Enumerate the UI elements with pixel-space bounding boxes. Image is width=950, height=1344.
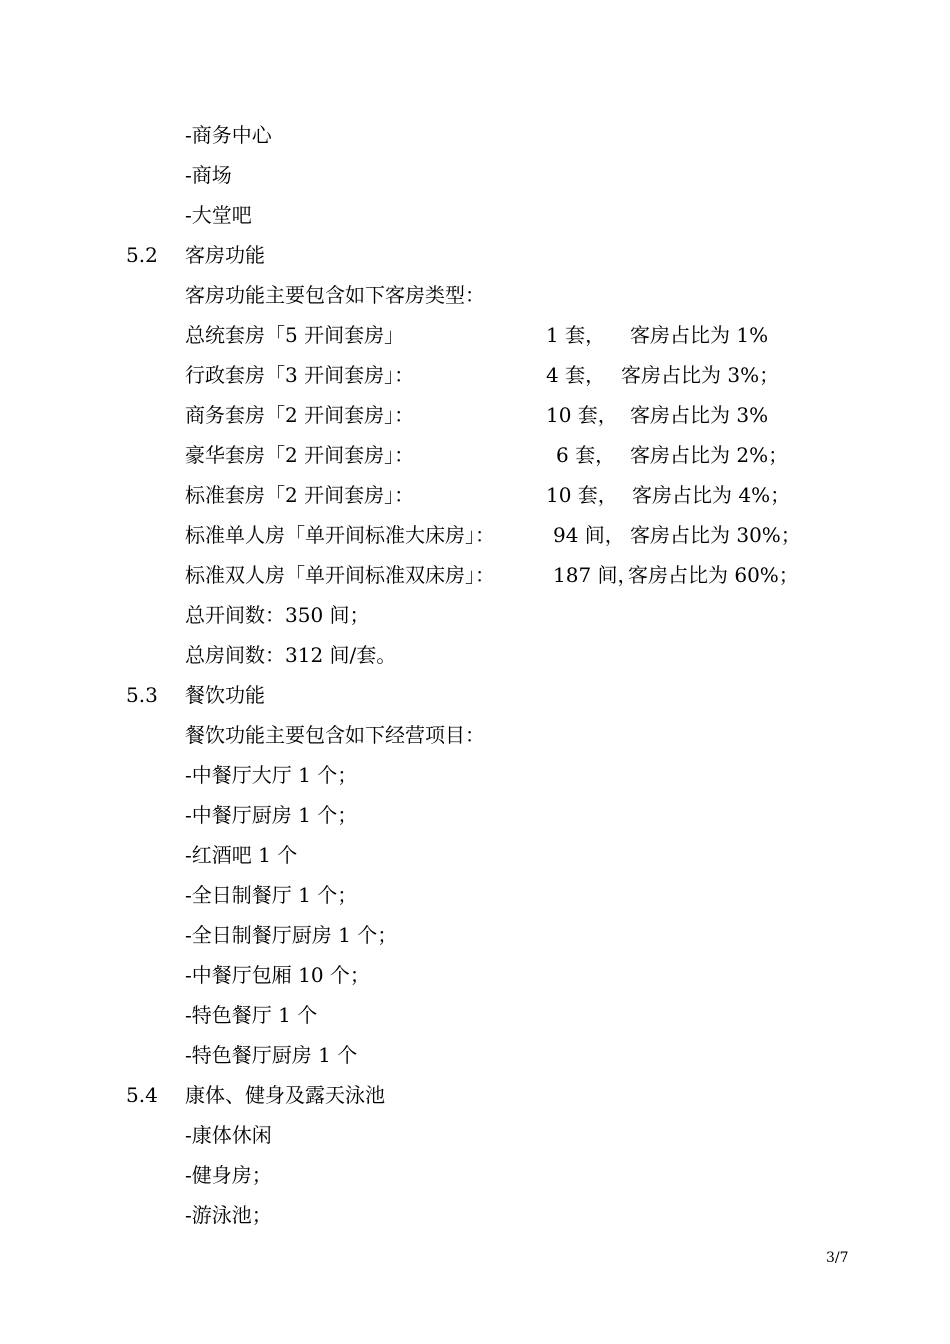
room-type-ratio: 客房占比为 4%； — [632, 483, 791, 507]
room-type-ratio: 客房占比为 3% — [630, 403, 769, 427]
section-intro: 餐饮功能主要包含如下经营项目： — [185, 723, 485, 747]
section-title: 康体、健身及露天泳池 — [185, 1083, 385, 1107]
list-item: -游泳池； — [185, 1203, 272, 1227]
room-type-qty: 1 套， — [546, 323, 606, 347]
total-bays: 总开间数：350 间； — [185, 603, 370, 627]
room-type-name: 总统套房「5 开间套房」 — [185, 323, 405, 347]
list-item: -全日制餐厅 1 个； — [185, 883, 358, 907]
room-type-name: 标准单人房「单开间标准大床房」： — [185, 523, 495, 547]
list-item: -中餐厅包厢 10 个； — [185, 963, 370, 987]
section-number: 5.3 — [126, 683, 158, 707]
list-item: -商务中心 — [185, 123, 272, 147]
list-item: -商场 — [185, 163, 232, 187]
room-type-ratio: 客房占比为 3%； — [621, 363, 780, 387]
room-type-name: 标准套房「2 开间套房」： — [185, 483, 415, 507]
list-item: -全日制餐厅厨房 1 个； — [185, 923, 398, 947]
room-type-name: 豪华套房「2 开间套房」： — [185, 443, 415, 467]
section-intro: 客房功能主要包含如下客房类型： — [185, 283, 485, 307]
list-item: -康体休闲 — [185, 1123, 272, 1147]
list-item: -健身房； — [185, 1163, 272, 1187]
page-number: 3/7 — [826, 1250, 849, 1266]
room-type-qty: 10 套， — [546, 403, 618, 427]
list-item: -中餐厅厨房 1 个； — [185, 803, 358, 827]
list-item: -红酒吧 1 个 — [185, 843, 298, 867]
list-item: -大堂吧 — [185, 203, 252, 227]
section-number: 5.2 — [126, 243, 158, 267]
total-rooms: 总房间数：312 间/套。 — [185, 643, 397, 667]
room-type-name: 行政套房「3 开间套房」： — [185, 363, 415, 387]
section-title: 客房功能 — [185, 243, 265, 267]
room-type-qty: 187 间， — [553, 563, 638, 587]
room-type-qty: 4 套， — [546, 363, 606, 387]
room-type-ratio: 客房占比为 30%； — [630, 523, 801, 547]
list-item: -中餐厅大厅 1 个； — [185, 763, 358, 787]
room-type-qty: 6 套， — [556, 443, 616, 467]
room-type-ratio: 客房占比为 2%； — [630, 443, 789, 467]
list-item: -特色餐厅厨房 1 个 — [185, 1043, 358, 1067]
section-title: 餐饮功能 — [185, 683, 265, 707]
room-type-ratio: 客房占比为 1% — [630, 323, 769, 347]
list-item: -特色餐厅 1 个 — [185, 1003, 318, 1027]
section-number: 5.4 — [126, 1083, 158, 1107]
room-type-name: 标准双人房「单开间标准双床房」： — [185, 563, 495, 587]
room-type-qty: 94 间， — [553, 523, 625, 547]
room-type-qty: 10 套， — [546, 483, 618, 507]
room-type-ratio: 客房占比为 60%； — [628, 563, 799, 587]
room-type-name: 商务套房「2 开间套房」： — [185, 403, 415, 427]
